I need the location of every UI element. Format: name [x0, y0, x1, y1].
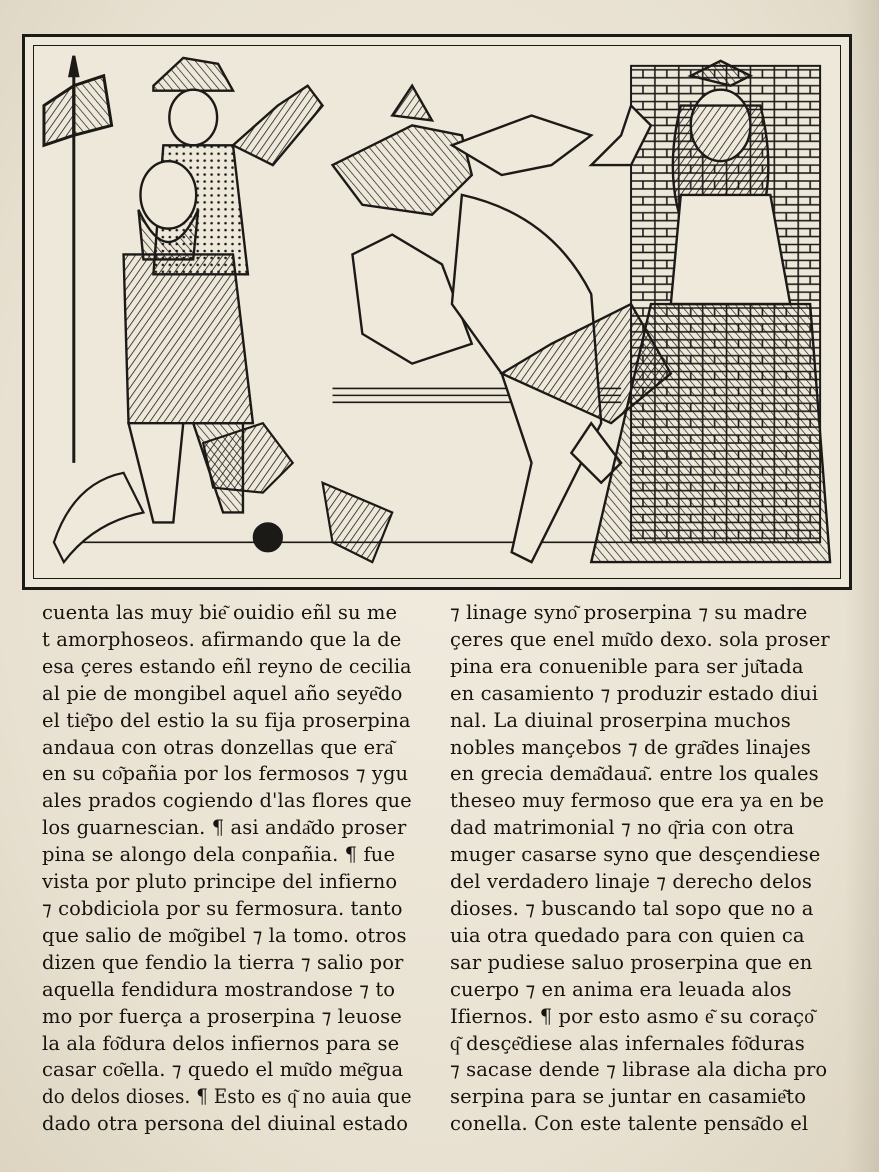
text-line: muger casarse syno que desçendiese — [450, 843, 821, 867]
text-line: t amorphoseos. afirmando que la de — [42, 627, 402, 651]
text-line: esa çeres estando eñl reyno de cecilia — [42, 654, 412, 678]
text-line: en su co͂pañia por los fermosos ⁊ ygu — [42, 762, 409, 786]
page-edge-shadow — [845, 0, 879, 1172]
woodcut-illustration — [22, 34, 852, 590]
text-line: ⁊ linage syno͂ proserpina ⁊ su madre — [450, 601, 808, 624]
text-line: casar co͂ella. ⁊ quedo el mu͂do me͂gua — [42, 1058, 404, 1082]
text-line: do delos dioses. ¶ Esto es q͂ no auia que — [42, 1085, 412, 1109]
text-line: cuerpo ⁊ en anima era leuada alos — [450, 977, 792, 1001]
text-line: serpina para se juntar en casamie͂to — [450, 1085, 807, 1109]
text-line: dioses. ⁊ buscando tal sopo que no a — [450, 896, 814, 920]
text-line: çeres que enel mu͂do dexo. sola proser — [450, 627, 830, 651]
text-line: en casamiento ⁊ produzir estado diui — [450, 681, 819, 705]
text-line: el tie͂po del estio la su fija proserpina — [42, 708, 411, 732]
text-line: aquella fendidura mostrandose ⁊ to — [42, 977, 396, 1001]
text-line: ales prados cogiendo d'las flores que — [42, 789, 412, 813]
text-line: pina se alongo dela conpañia. ¶ fue — [42, 843, 396, 867]
text-line: que salio de mo͂gibel ⁊ la tomo. otros — [42, 923, 407, 947]
text-line: uia otra quedado para con quien ca — [450, 923, 805, 947]
text-line: dizen que fendio la tierra ⁊ salio por — [42, 950, 404, 974]
woodcut-image — [33, 45, 841, 579]
text-line: conella. Con este talente pensa͂do el — [450, 1112, 809, 1136]
text-line: del verdadero linaje ⁊ derecho delos — [450, 870, 812, 894]
text-line: nal. La diuinal proserpina muchos — [450, 708, 791, 732]
text-line: sar pudiese saluo proserpina que en — [450, 950, 813, 974]
text-line: en grecia dema͂daua͂. entre los quales — [450, 762, 819, 786]
text-line: theseo muy fermoso que era ya en be — [450, 789, 825, 813]
text-line: Ifiernos. ¶ por esto asmo e͂ su coraço͂ — [450, 1004, 815, 1028]
text-line: dad matrimonial ⁊ no q͂ria con otra — [450, 816, 795, 840]
text-line: al pie de mongibel aquel año seye͂do — [42, 681, 403, 705]
text-line: la ala fo͂dura delos infiernos para se — [42, 1031, 400, 1055]
text-line: vista por pluto principe del infierno — [42, 870, 398, 894]
text-column-left — [42, 600, 412, 1138]
text-line: dado otra persona del diuinal estado — [42, 1112, 409, 1136]
text-line: pina era conuenible para ser ju͂tada — [450, 654, 804, 678]
text-line: ⁊ sacase dende ⁊ librase ala dicha pro — [450, 1058, 828, 1082]
text-line: los guarnescian. ¶ asi anda͂do proser — [42, 816, 407, 840]
text-line: cuenta las muy bie͂ ouidio eñl su me — [42, 601, 398, 624]
text-line: mo por fuerça a proserpina ⁊ leuose — [42, 1004, 402, 1028]
text-line: q͂ desçe͂diese alas infernales fo͂duras — [450, 1031, 805, 1055]
text-line: ⁊ cobdiciola por su fermosura. tanto — [42, 896, 403, 920]
text-line: andaua con otras donzellas que era͂ — [42, 735, 394, 759]
text-column-right — [450, 600, 830, 1138]
text-line: nobles mançebos ⁊ de gra͂des linajes — [450, 735, 811, 759]
